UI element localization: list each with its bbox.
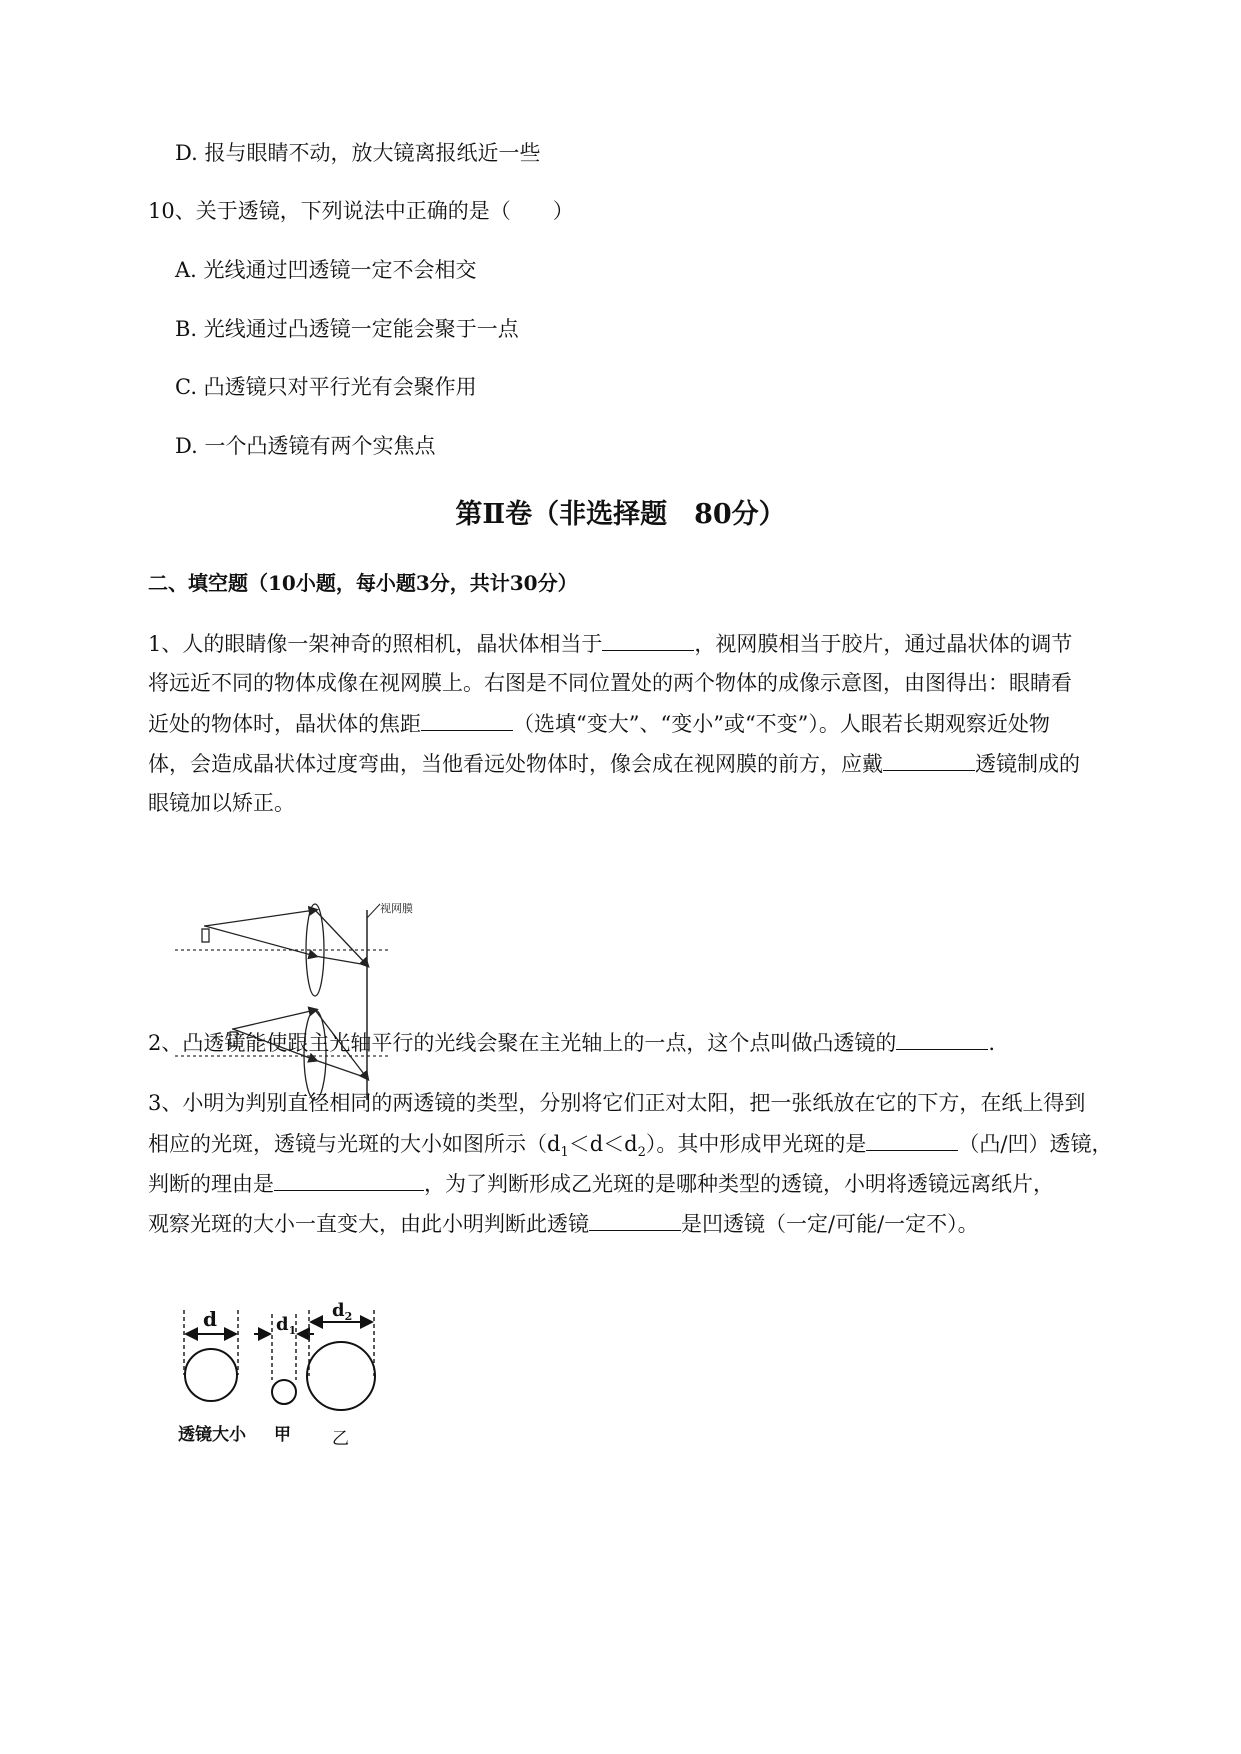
- lens-spot-diagram: [170, 1300, 430, 1450]
- fill1-line1: [148, 628, 1158, 659]
- fill1-line3: [148, 708, 1158, 739]
- q10-option-a: A. 光线通过凹透镜一定不会相交: [175, 258, 477, 282]
- fill3-text: ＜d＜d: [568, 1132, 638, 1156]
- fill1-text: ，视网膜相当于胶片，通过晶状体的调节: [694, 632, 1073, 656]
- subscript: 1: [560, 1145, 569, 1161]
- q10-stem: 10、关于透镜，下列说法中正确的是（ ）: [148, 199, 574, 223]
- caption-lens-size: 透镜大小: [178, 1425, 246, 1445]
- fill2-text: 2、凸透镜能使跟主光轴平行的光线会聚在主光轴上的一点，这个点叫做凸透镜的: [148, 1031, 897, 1055]
- fill3-line2: [148, 1128, 1158, 1168]
- q10-option-c: C. 凸透镜只对平行光有会聚作用: [175, 375, 477, 399]
- fill3-text: （凸/凹）透镜，: [958, 1132, 1113, 1156]
- fill3-text: 相应的光斑，透镜与光斑的大小如图所示（d: [148, 1132, 561, 1156]
- section-heading: 二、填空题（10小题，每小题3分，共计30分）: [148, 571, 578, 595]
- q10-option-b: B. 光线通过凸透镜一定能会聚于一点: [175, 317, 519, 341]
- fill3-line4: [148, 1208, 1158, 1239]
- svg-text:d2: [332, 1300, 352, 1323]
- fill1-line4: [148, 748, 1158, 779]
- caption-yi: 乙: [332, 1429, 349, 1449]
- answer-blank[interactable]: [883, 748, 975, 771]
- answer-blank[interactable]: [589, 1208, 681, 1231]
- fill3-text: 观察光斑的大小一直变大，由此小明判断此透镜: [148, 1212, 589, 1236]
- label-d2-sub: 2: [344, 1310, 353, 1323]
- label-d2: d: [332, 1300, 345, 1321]
- fill2-end: .: [988, 1031, 996, 1055]
- answer-blank[interactable]: [896, 1027, 988, 1050]
- fill1-text: 透镜制成的: [975, 752, 1080, 776]
- answer-blank[interactable]: [274, 1168, 424, 1191]
- part2-title: 第Ⅱ卷（非选择题 80分）: [455, 499, 786, 530]
- answer-blank[interactable]: [421, 708, 513, 731]
- fill1-line5: 眼镜加以矫正。: [148, 791, 295, 815]
- answer-blank[interactable]: [866, 1128, 958, 1151]
- caption-jia: 甲: [274, 1425, 291, 1445]
- fill3-text: 是凹透镜（一定/可能/一定不）。: [681, 1212, 979, 1236]
- fill3-text: ）。其中形成甲光斑的是: [645, 1132, 867, 1156]
- fill3-line1: 3、小明为判别直径相同的两透镜的类型，分别将它们正对太阳，把一张纸放在它的下方，在纸上得到: [148, 1091, 1086, 1115]
- fill3-text: 判断的理由是: [148, 1172, 274, 1196]
- q10-option-d: D. 一个凸透镜有两个实焦点: [175, 434, 436, 458]
- fill1-text: （选填“变大”、“变小”或“不变”）。人眼若长期观察近处物: [513, 712, 1050, 736]
- label-d1: d: [276, 1314, 289, 1335]
- subscript: 2: [637, 1145, 646, 1161]
- fill2-line: [148, 1027, 1158, 1058]
- fill3-line3: [148, 1168, 1158, 1199]
- fill3-text: ，为了判断形成乙光斑的是哪种类型的透镜，小明将透镜远离纸片，: [424, 1172, 1054, 1196]
- fill1-text: 近处的物体时，晶状体的焦距: [148, 712, 421, 736]
- label-d1-sub: 1: [288, 1324, 297, 1337]
- q9-option-d: D. 报与眼睛不动，放大镜离报纸近一些: [175, 141, 541, 165]
- fill1-line2: 将远近不同的物体成像在视网膜上。右图是不同位置处的两个物体的成像示意图，由图得出：眼睛看: [148, 671, 1072, 695]
- svg-text:d1: [276, 1314, 296, 1337]
- fill1-text: 1、人的眼睛像一架神奇的照相机，晶状体相当于: [148, 632, 603, 656]
- fill1-text: 体，会造成晶状体过度弯曲，当他看远处物体时，像会成在视网膜的前方，应戴: [148, 752, 883, 776]
- answer-blank[interactable]: [602, 628, 694, 651]
- eye-imaging-diagram: [170, 902, 460, 1100]
- retina-label: 视网膜: [380, 902, 413, 915]
- label-d: d: [203, 1307, 217, 1331]
